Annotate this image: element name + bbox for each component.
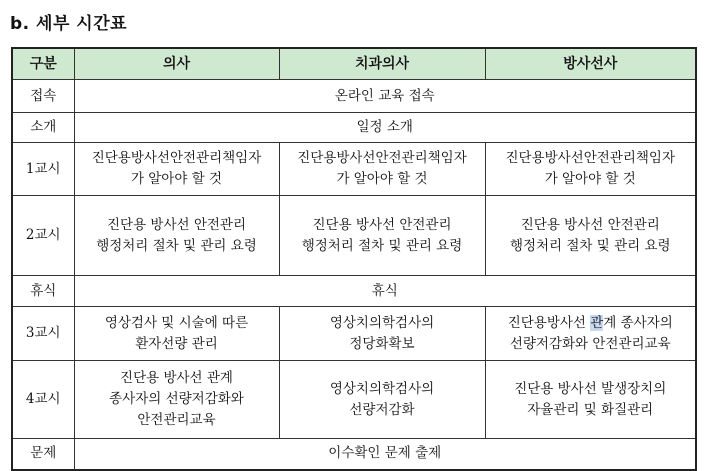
text-part: 진단용방사선 [507, 314, 591, 331]
schedule-table [11, 47, 697, 471]
doctor-cell: 진단용 방사선 안전관리 행정처리 절차 및 관리 요령 [74, 196, 279, 276]
row-label: 1교시 [12, 143, 74, 196]
dentist-cell: 진단용방사선안전관리책임자 가 알아야 할 것 [279, 143, 485, 196]
header-category: 구분 [12, 48, 74, 80]
dentist-cell: 영상치의학검사의 정당화확보 [279, 307, 485, 361]
table-row [12, 113, 696, 143]
highlighted-text: 관 [590, 314, 604, 331]
table-row [12, 361, 696, 439]
dentist-cell: 진단용 방사선 안전관리 행정처리 절차 및 관리 요령 [279, 196, 485, 276]
row-label: 휴식 [12, 276, 74, 307]
radiographer-cell: 진단용 방사선 발생장치의 자율관리 및 화질관리 [485, 361, 696, 439]
row-label: 접속 [12, 80, 74, 113]
merged-cell: 이수확인 문제 출제 [74, 439, 696, 470]
row-label: 소개 [12, 113, 74, 143]
section-title: b. 세부 시간표 [10, 14, 128, 34]
header-row [12, 48, 696, 80]
dentist-cell: 영상치의학검사의 선량저감화 [279, 361, 485, 439]
table-row [12, 143, 696, 196]
text-part: 계 종사자의 선량저감화와 안전관리교육 [509, 314, 673, 352]
table-row [12, 276, 696, 307]
table-row [12, 307, 696, 361]
radiographer-cell: 진단용방사선안전관리책임자 가 알아야 할 것 [485, 143, 696, 196]
merged-cell: 일정 소개 [74, 113, 696, 143]
table-row [12, 80, 696, 113]
row-label: 3교시 [12, 307, 74, 361]
row-label: 2교시 [12, 196, 74, 276]
row-label: 문제 [12, 439, 74, 470]
header-dentist: 치과의사 [279, 48, 485, 80]
doctor-cell: 영상검사 및 시술에 따른 환자선량 관리 [74, 307, 279, 361]
table-row [12, 439, 696, 470]
doctor-cell: 진단용방사선안전관리책임자 가 알아야 할 것 [74, 143, 279, 196]
merged-cell: 온라인 교육 접속 [74, 80, 696, 113]
merged-cell: 휴식 [74, 276, 696, 307]
header-radiographer: 방사선사 [485, 48, 696, 80]
radiographer-cell [485, 307, 696, 361]
header-doctor: 의사 [74, 48, 279, 80]
doctor-cell: 진단용 방사선 관계 종사자의 선량저감화와 안전관리교육 [74, 361, 279, 439]
row-label: 4교시 [12, 361, 74, 439]
radiographer-cell: 진단용 방사선 안전관리 행정처리 절차 및 관리 요령 [485, 196, 696, 276]
table-row [12, 196, 696, 276]
